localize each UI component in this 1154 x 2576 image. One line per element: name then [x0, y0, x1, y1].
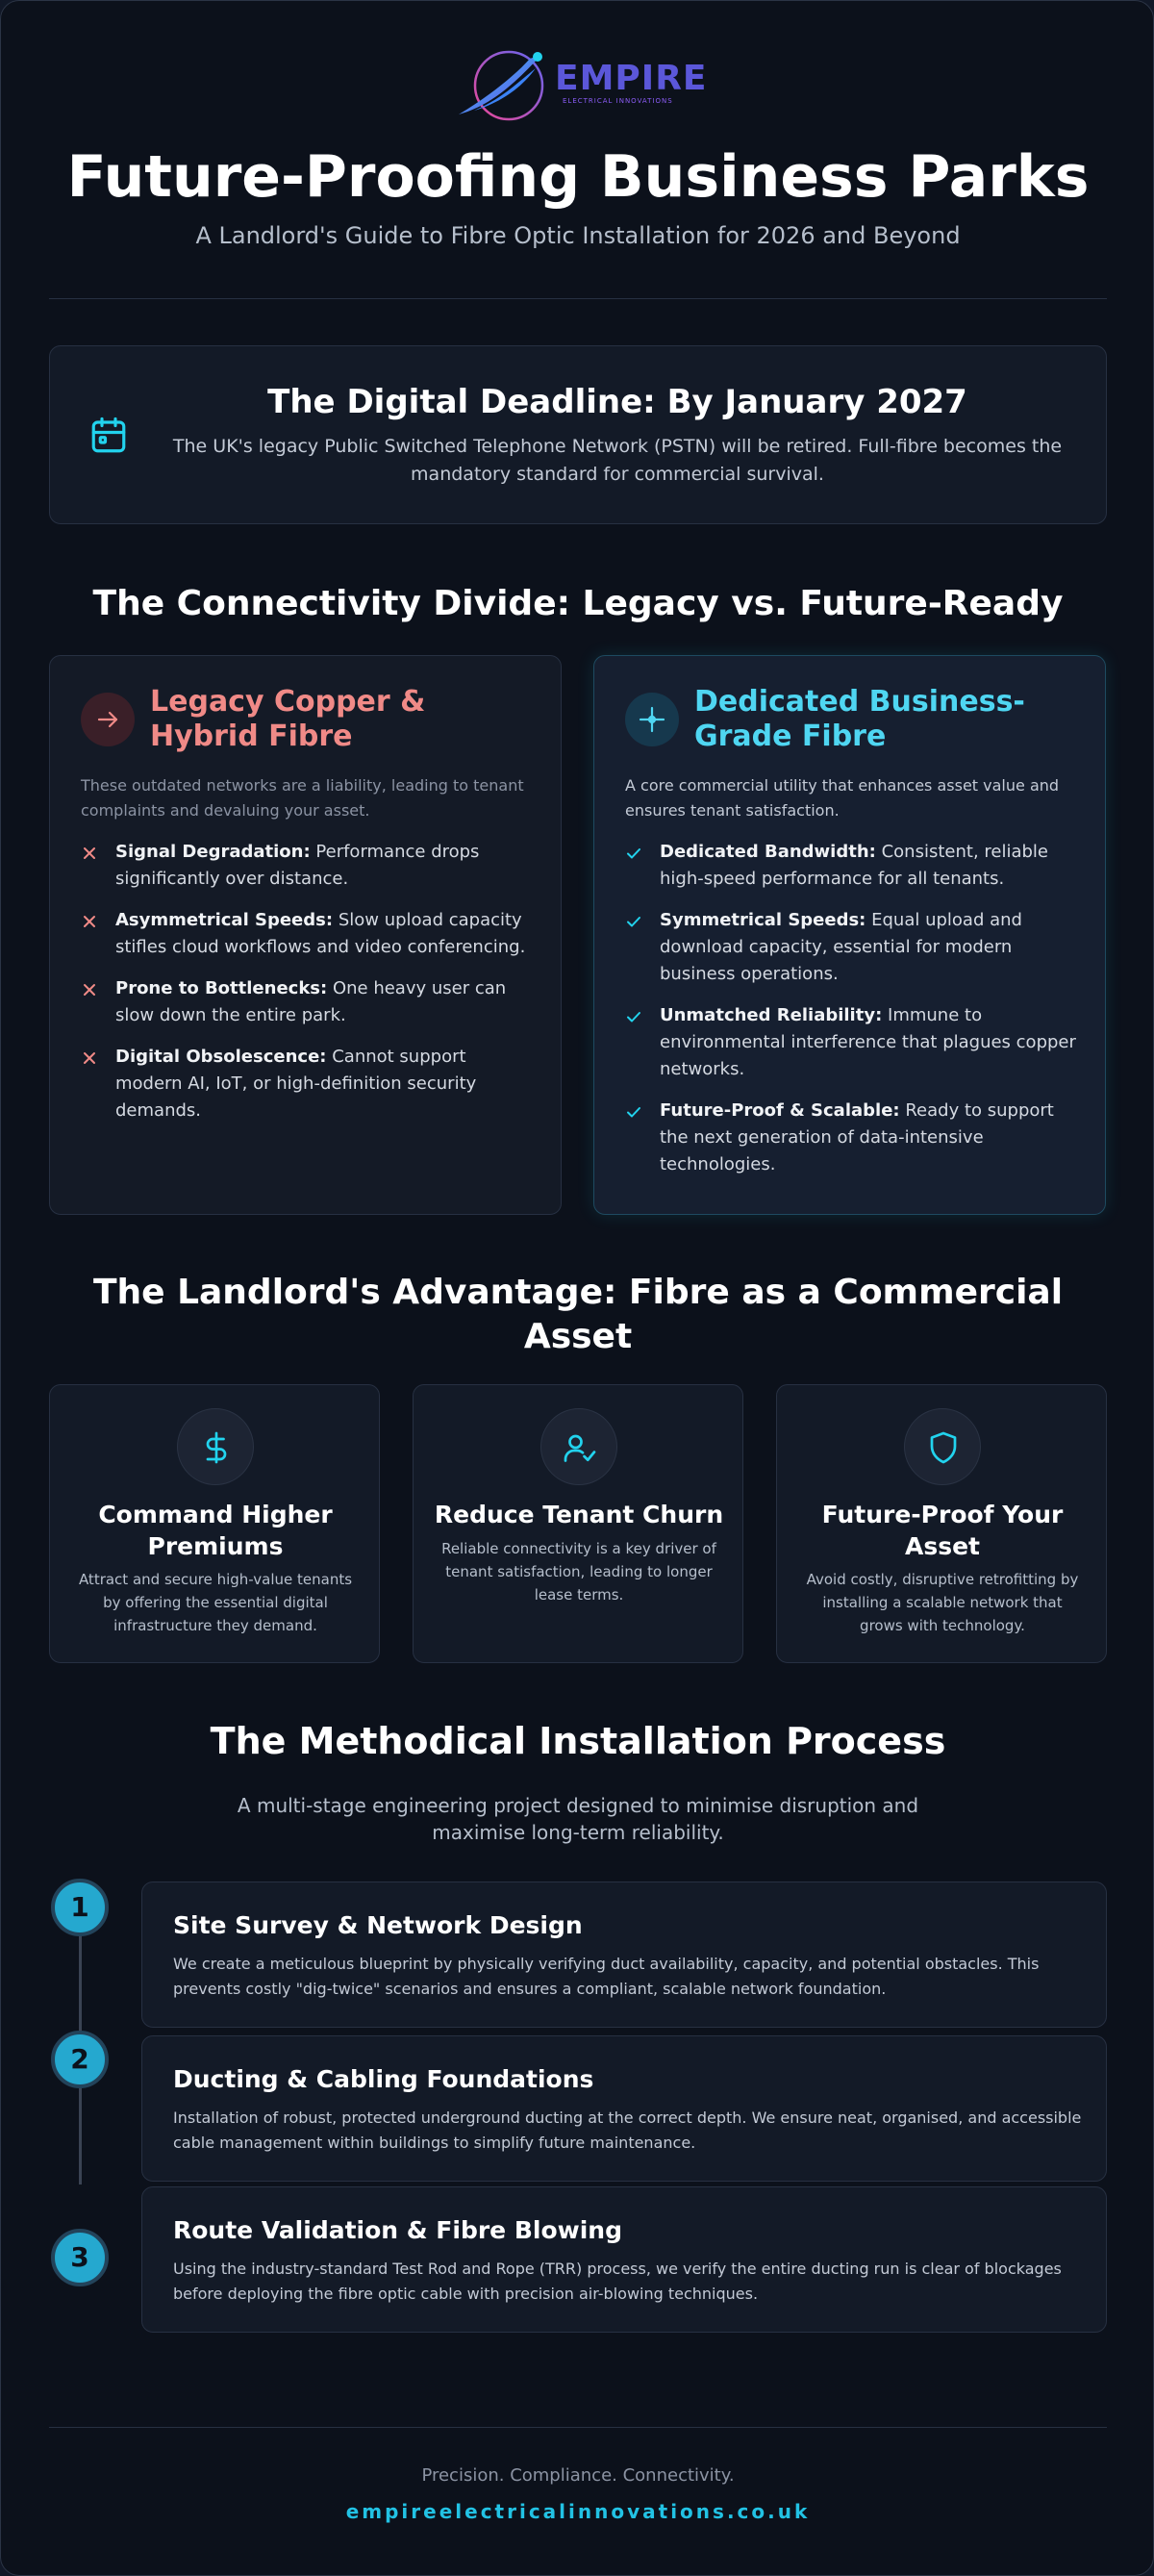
step-number: 2 [51, 2031, 109, 2088]
process-step-validation [141, 2186, 1107, 2333]
advantage-card-premiums [49, 1384, 380, 1663]
future-list [625, 839, 1077, 1193]
list-item: Signal Degradation: Performance drops significantly over distance. [81, 839, 533, 893]
step-number: 1 [51, 1879, 109, 1936]
future-heading: Dedicated Business- Grade Fibre [694, 685, 1025, 753]
step-title: Site Survey & Network Design [173, 1911, 583, 1939]
advantage-card-text: Attract and secure high-value tenants by offering the essential digital infrastructure they demand. [78, 1571, 353, 1634]
check-icon [625, 1103, 642, 1121]
legacy-list [81, 839, 533, 1139]
advantage-card-title: Command Higher Premiums [98, 1501, 333, 1560]
deadline-text: The UK's legacy Public Switched Telephone Network (PSTN) will be retired. Full-fibre becomes the mandatory standard for commercial survival. [172, 436, 1063, 485]
dollar-icon [199, 1430, 234, 1465]
icon-circle [540, 1408, 617, 1485]
process-step-ducting [141, 2035, 1107, 2182]
future-card [593, 655, 1106, 1215]
deadline-card [49, 345, 1107, 524]
sparkle-icon [625, 693, 679, 746]
arrow-right-icon [81, 693, 135, 746]
footer-website-link[interactable]: empireelectricalinnovations.co.uk [345, 2500, 811, 2523]
page-title: Future-Proofing Business Parks [66, 143, 1090, 211]
advantage-card-future-proof [776, 1384, 1107, 1663]
list-item: Future-Proof & Scalable: Ready to support the next generation of data-intensive technologies. [625, 1098, 1077, 1178]
check-icon [625, 913, 642, 930]
brand-tagline: ELECTRICAL INNOVATIONS [563, 97, 673, 105]
icon-circle [904, 1408, 981, 1485]
advantage-card-text: Reliable connectivity is a key driver of tenant satisfaction, leading to longer lease terms. [441, 1540, 716, 1604]
list-item: Digital Obsolescence: Cannot support modern AI, IoT, or high-definition security demands. [81, 1044, 533, 1124]
legacy-heading: Legacy Copper & Hybrid Fibre [150, 685, 426, 753]
future-intro: A core commercial utility that enhances asset value and ensures tenant satisfaction. [625, 776, 1060, 820]
step-text: Installation of robust, protected underground ducting at the correct depth. We ensure neat, organised, and accessible cable management within buildings to simplify future maintenance. [173, 2109, 1082, 2152]
cross-icon [81, 913, 98, 930]
check-icon [625, 845, 642, 862]
process-title: The Methodical Installation Process [210, 1720, 946, 1762]
legacy-intro: These outdated networks are a liability, leading to tenant complaints and devaluing your asset. [81, 776, 524, 820]
brand-name: EMPIRE [555, 59, 708, 98]
icon-circle [177, 1408, 254, 1485]
list-item: Prone to Bottlenecks: One heavy user can slow down the entire park. [81, 975, 533, 1029]
process-step-survey [141, 1881, 1107, 2028]
step-text: Using the industry-standard Test Rod and Rope (TRR) process, we verify the entire ducting run is clear of blockages before deploying the fibre optic cable with precision air-blowing techniques. [173, 2260, 1062, 2303]
list-item: Symmetrical Speeds: Equal upload and download capacity, essential for modern business operations. [625, 907, 1077, 988]
advantage-card-text: Avoid costly, disruptive retrofitting by installing a scalable network that grows with technology. [806, 1571, 1079, 1634]
user-check-icon [563, 1430, 597, 1465]
calendar-icon [88, 416, 129, 456]
step-text: We create a meticulous blueprint by physically verifying duct availability, capacity, and potential obstacles. This prevents costly "dig-twice" scenarios and ensures a compliant, scalable network foundation. [173, 1955, 1040, 1998]
deadline-title: The Digital Deadline: By January 2027 [267, 383, 967, 421]
divider [49, 298, 1107, 299]
future-badge [625, 693, 679, 746]
legacy-card [49, 655, 562, 1215]
advantage-card-title: Reduce Tenant Churn [434, 1501, 724, 1528]
cross-icon [81, 1049, 98, 1067]
list-item: Asymmetrical Speeds: Slow upload capacity stifles cloud workflows and video conferencing. [81, 907, 533, 961]
list-item: Unmatched Reliability: Immune to environmental interference that plagues copper networks. [625, 1002, 1077, 1083]
step-number: 3 [51, 2229, 109, 2286]
legacy-badge [81, 693, 135, 746]
check-icon [625, 1008, 642, 1025]
cross-icon [81, 845, 98, 862]
process-subtitle: A multi-stage engineering project designed to minimise disruption and maximise long-term reliability. [237, 1794, 919, 1844]
step-title: Route Validation & Fibre Blowing [173, 2216, 622, 2244]
advantage-card-title: Future-Proof Your Asset [821, 1501, 1064, 1560]
shield-icon [926, 1430, 961, 1465]
comparison-title: The Connectivity Divide: Legacy vs. Future-Ready [92, 584, 1064, 623]
page-subtitle: A Landlord's Guide to Fibre Optic Installation for 2026 and Beyond [195, 222, 961, 249]
advantage-card-churn [413, 1384, 743, 1663]
cross-icon [81, 981, 98, 998]
step-title: Ducting & Cabling Foundations [173, 2065, 594, 2093]
footer-tagline: Precision. Compliance. Connectivity. [421, 2465, 735, 2486]
list-item: Dedicated Bandwidth: Consistent, reliable high-speed performance for all tenants. [625, 839, 1077, 893]
advantage-title: The Landlord's Advantage: Fibre as a Commercial Asset [92, 1273, 1064, 1356]
divider [49, 2427, 1107, 2428]
